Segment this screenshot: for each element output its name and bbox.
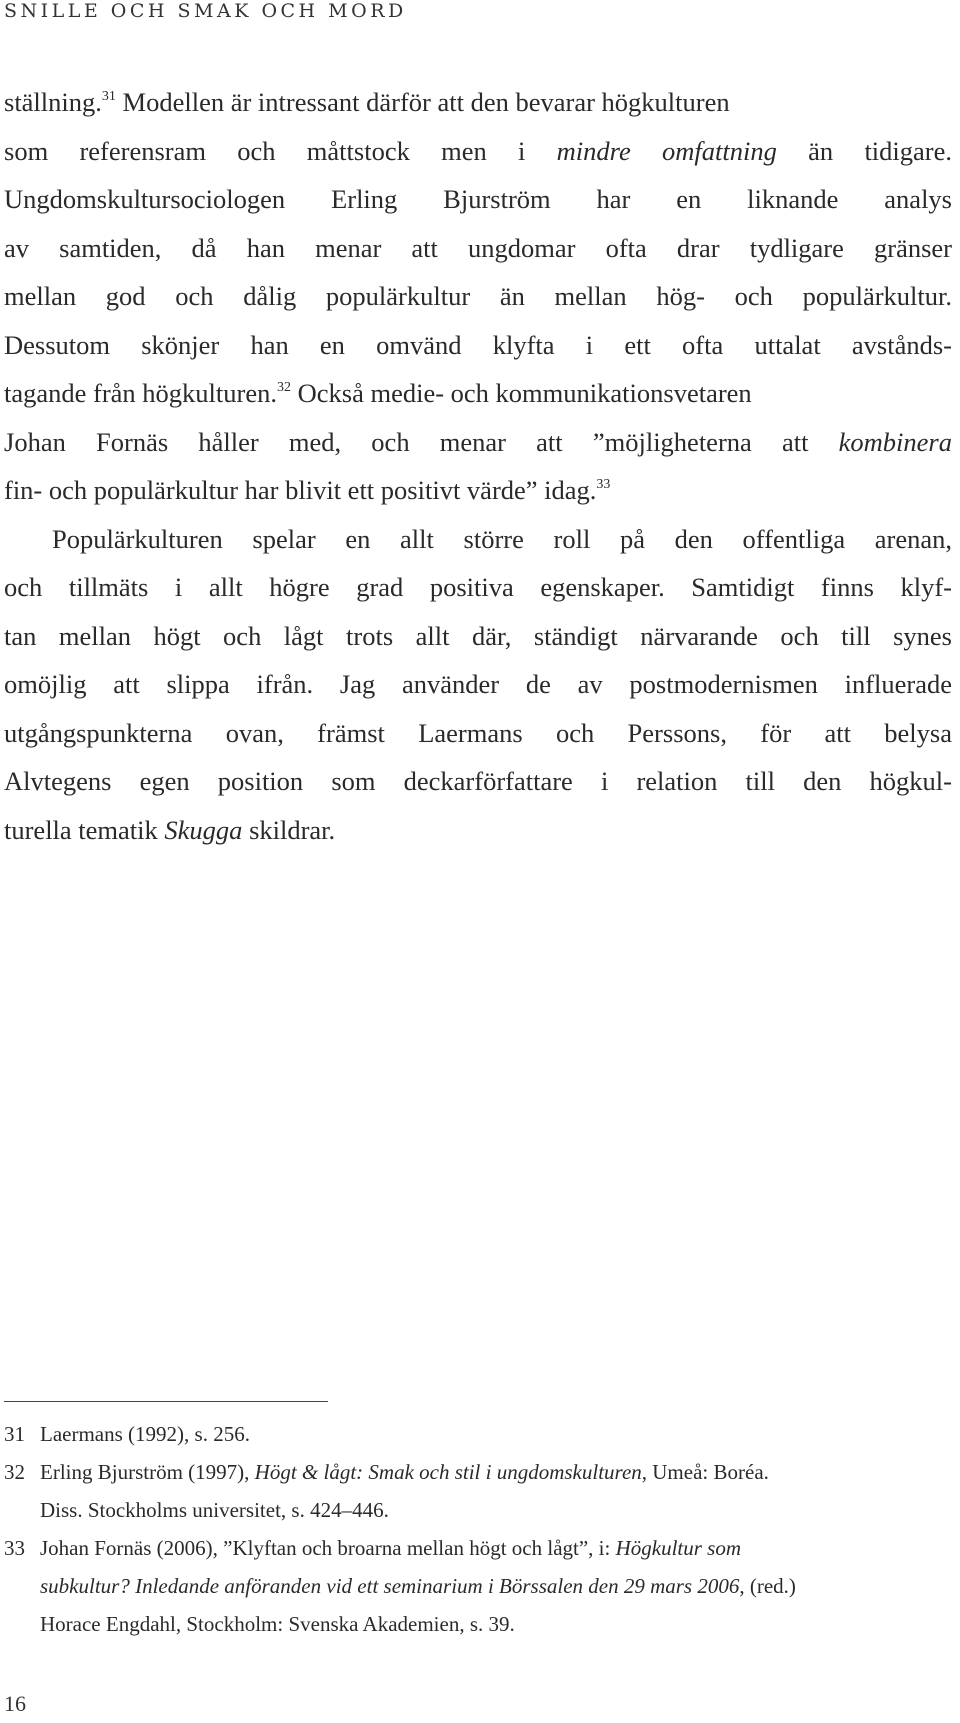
body-line: tagande från högkulturen.$^{32}$ Också medie- och kommunikationsvetaren xyxy=(4,378,752,408)
body-line: mellan god och dålig populärkultur än mellan hög- och populärkultur. xyxy=(4,281,952,311)
body-line: Populärkulturen spelar en allt större roll på den offentliga arenan, xyxy=(52,523,952,554)
body-line: turella tematik Skugga skildrar. xyxy=(4,814,336,845)
footnotes xyxy=(4,1415,954,1643)
book-title: Högkultur som xyxy=(615,1536,742,1560)
page-number: 16 xyxy=(4,1691,26,1716)
body-line: ställning.$^{31}$ Modellen är intressant därför att den bevarar högkulturen xyxy=(4,87,730,117)
body-line: som referensram och måttstock men i mindre omfattning än tidigare. xyxy=(4,135,953,166)
body-line: Alvtegens egen position som deckarförfattare i relation till den högkul- xyxy=(4,766,952,796)
body-line: och tillmäts i allt högre grad positiva egenskaper. Samtidigt finns klyf- xyxy=(4,572,952,602)
body-line: Ungdomskultursociologen Erling Bjurström har en liknande analys xyxy=(4,184,952,214)
footnote-divider xyxy=(4,1401,328,1402)
body-line: Dessutom skönjer han en omvänd klyfta i ett ofta uttalat avstånds- xyxy=(4,329,952,360)
body-line: omöjlig att slippa ifrån. Jag använder de av postmodernismen influerade xyxy=(4,669,952,699)
emphasis: mindre omfattning xyxy=(556,135,777,166)
body-line: Johan Fornäs håller med, och menar att ”möjligheterna att kombinera xyxy=(4,426,952,457)
running-head: SNILLE OCH SMAK OCH MORD xyxy=(4,0,407,22)
footnote-32: 32 Erling Bjurström (1997), Högt & lågt: Smak och stil i ungdomskulturen, Umeå: Boréa. Diss. Stockholms universitet, s. 424–446. xyxy=(4,1453,954,1529)
footnote-number: 31 xyxy=(4,1422,25,1446)
body-text xyxy=(4,78,952,854)
footnote-31: 31 Laermans (1992), s. 256. xyxy=(4,1415,954,1453)
body-line: av samtiden, då han menar att ungdomar ofta drar tydligare gränser xyxy=(4,232,952,263)
footnote-ref[interactable]: 33 xyxy=(596,477,611,492)
body-line: utgångspunkterna ovan, främst Laermans och Perssons, för att belysa xyxy=(4,717,952,748)
book-title: subkultur? Inledande anföranden vid ett seminarium i Börssalen den 29 mars 2006 xyxy=(40,1574,740,1598)
body-line: tan mellan högt och lågt trots allt där, ständigt närvarande och till synes xyxy=(4,620,952,651)
book-title: Högt & lågt: Smak och stil i ungdomskulturen xyxy=(254,1460,642,1484)
body-line: fin- och populärkultur har blivit ett positivt värde” idag.$^{33}$ xyxy=(4,475,611,505)
footnote-number: 33 xyxy=(4,1536,25,1560)
footnote-ref[interactable]: 31 xyxy=(101,89,116,104)
footnote-number: 32 xyxy=(4,1460,25,1484)
emphasis: Skugga xyxy=(164,814,243,845)
footnote-33: 33 Johan Fornäs (2006), ”Klyftan och broarna mellan högt och lågt”, i: Högkultur som subkultur? Inledande anföranden vid ett seminarium i Börssalen den 29 mars 2006, (red.) Horace Engdahl, Stockholm: Svenska Akademien, s. 39. xyxy=(4,1529,954,1643)
emphasis: kombinera xyxy=(838,426,952,457)
footnote-ref[interactable]: 32 xyxy=(277,380,291,395)
